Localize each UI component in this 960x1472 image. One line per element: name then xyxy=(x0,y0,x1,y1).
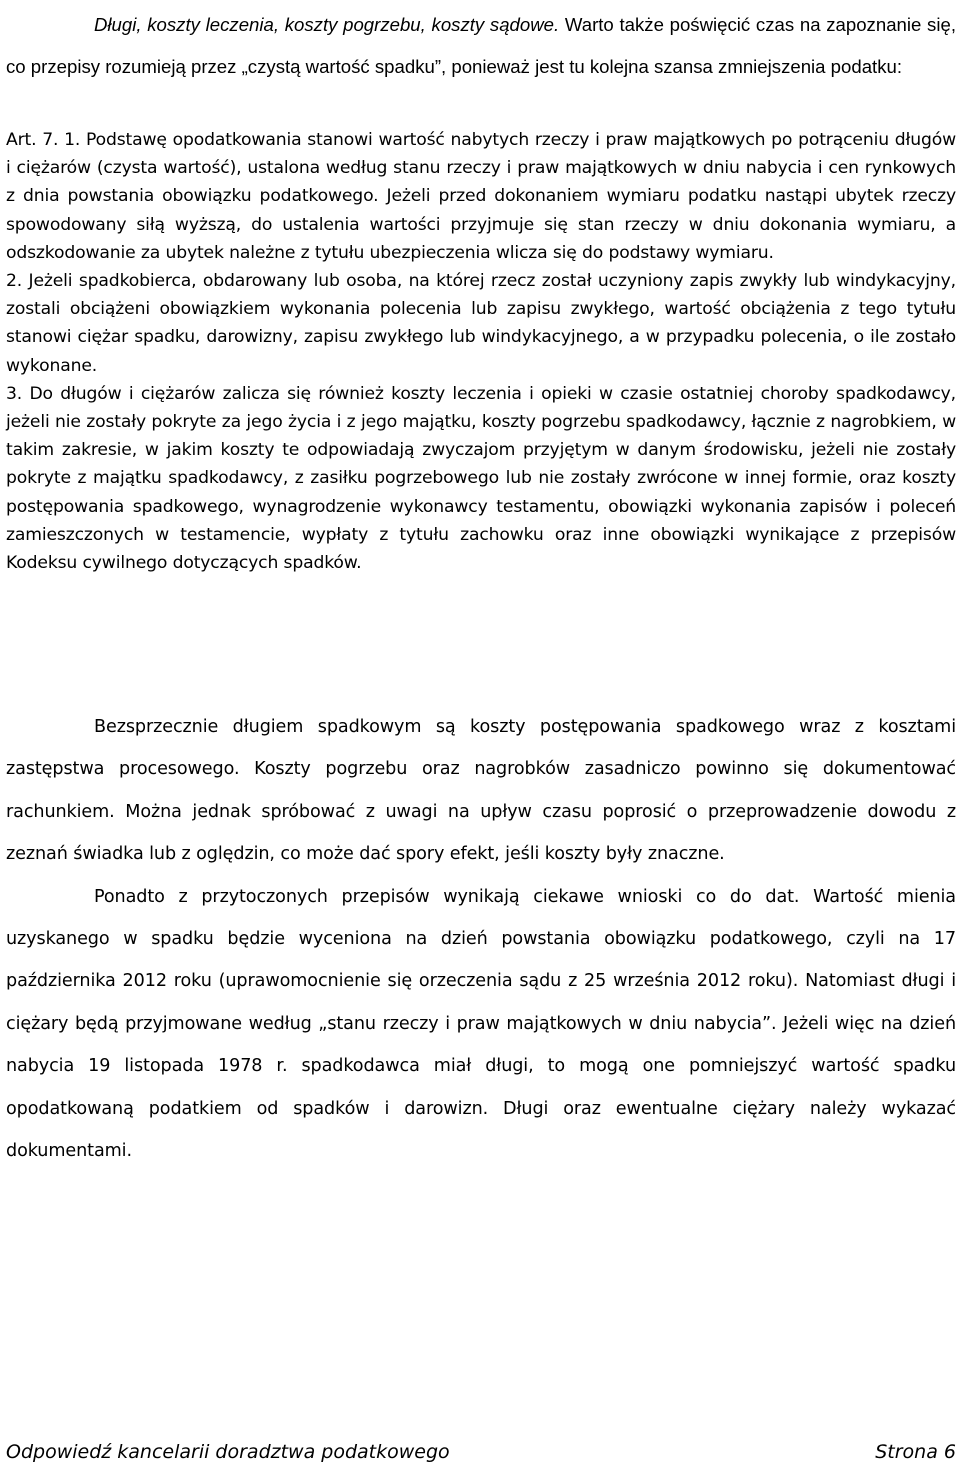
tax-law-article-quote xyxy=(6,126,956,577)
commentary xyxy=(6,706,956,1172)
article-section-3: 3. Do długów i ciężarów zalicza się również koszty leczenia i opieki w czasie ostatniej choroby spadkodawcy, jeżeli nie zostały pokryte za jego życia i z jego majątku, koszty pogrzebu spadkodawcy, łącznie z nagrobkiem, w takim zakresie, w jakim koszty te odpowiadają zwyczajom przyjętym w danym środowisku, jeżeli nie zostały pokryte z majątku spadkodawcy, z zasiłku pogrzebowego lub nie zostały zwrócone w innej formie, oraz koszty postępowania spadkowego, wynagrodzenie wykonawcy testamentu, obowiązki wykonania zapisów i poleceń zamieszczonych w testamencie, wypłaty z tytułu zachowku oraz inne obowiązki wynikające z przepisów Kodeksu cywilnego dotyczących spadków. xyxy=(6,383,956,574)
intro-rest: Warto także poświęcić czas na zapoznanie się, co przepisy rozumieją przez „czystą wartość spadku”, ponieważ jest tu kolejna szansa zmniejszenia podatku: xyxy=(6,14,956,77)
footer-page-number: Strona 6 xyxy=(875,1441,956,1463)
document-page xyxy=(6,0,956,1472)
commentary-paragraph-1: Bezsprzecznie długiem spadkowym są koszty postępowania spadkowego wraz z kosztami zastępstwa procesowego. Koszty pogrzebu oraz nagrobków zasadniczo powinno się dokumentować rachunkiem. Można jednak spróbować z uwagi na upływ czasu poprosić o przeprowadzenie dowodu z zeznań świadka lub z oględzin, co może dać spory efekt, jeśli koszty były znaczne. xyxy=(6,717,956,865)
intro-paragraph xyxy=(6,4,956,88)
page-footer xyxy=(6,1436,956,1468)
intro-italic-lead: Długi, koszty leczenia, koszty pogrzebu, koszty sądowe. xyxy=(94,14,560,35)
article-section-1: Art. 7. 1. Podstawę opodatkowania stanowi wartość nabytych rzeczy i praw majątkowych po potrąceniu długów i ciężarów (czysta wartość), ustalona według stanu rzeczy i praw majątkowych w dniu nabycia i cen rynkowych z dnia powstania obowiązku podatkowego. Jeżeli przed dokonaniem wymiaru podatku nastąpi ubytek rzeczy spowodowany siłą wyższą, do ustalenia wartości przyjmuje się stan rzeczy w dniu dokonania wymiaru, a odszkodowanie za ubytek należne z tytułu ubezpieczenia wlicza się do podstawy wymiaru. xyxy=(6,130,956,263)
footer-title: Odpowiedź kancelarii doradztwa podatkowego xyxy=(6,1441,450,1463)
article-section-2: 2. Jeżeli spadkobierca, obdarowany lub osoba, na której rzecz został uczyniony zapis zwykły lub windykacyjny, zostali obciążeni obowiązkiem wykonania polecenia lub zapisu zwykłego, wartość obciążenia z tego tytułu stanowi ciężar spadku, darowizny, zapisu zwykłego lub windykacyjnego, a w przypadku polecenia, o ile zostało wykonane. xyxy=(6,271,956,376)
commentary-paragraph-2: Ponadto z przytoczonych przepisów wynikają ciekawe wnioski co do dat. Wartość mienia uzyskanego w spadku będzie wyceniona na dzień powstania obowiązku podatkowego, czyli na 17 października 2012 roku (uprawomocnienie się orzeczenia sądu z 25 września 2012 roku). Natomiast długi i ciężary będą przyjmowane według „stanu rzeczy i praw majątkowych w dniu nabycia”. Jeżeli więc na dzień nabycia 19 listopada 1978 r. spadkodawca miał długi, to mogą one pomniejszyć wartość spadku opodatkowaną podatkiem od spadków i darowizn. Długi oraz ewentualne ciężary należy wykazać dokumentami. xyxy=(6,886,956,1162)
